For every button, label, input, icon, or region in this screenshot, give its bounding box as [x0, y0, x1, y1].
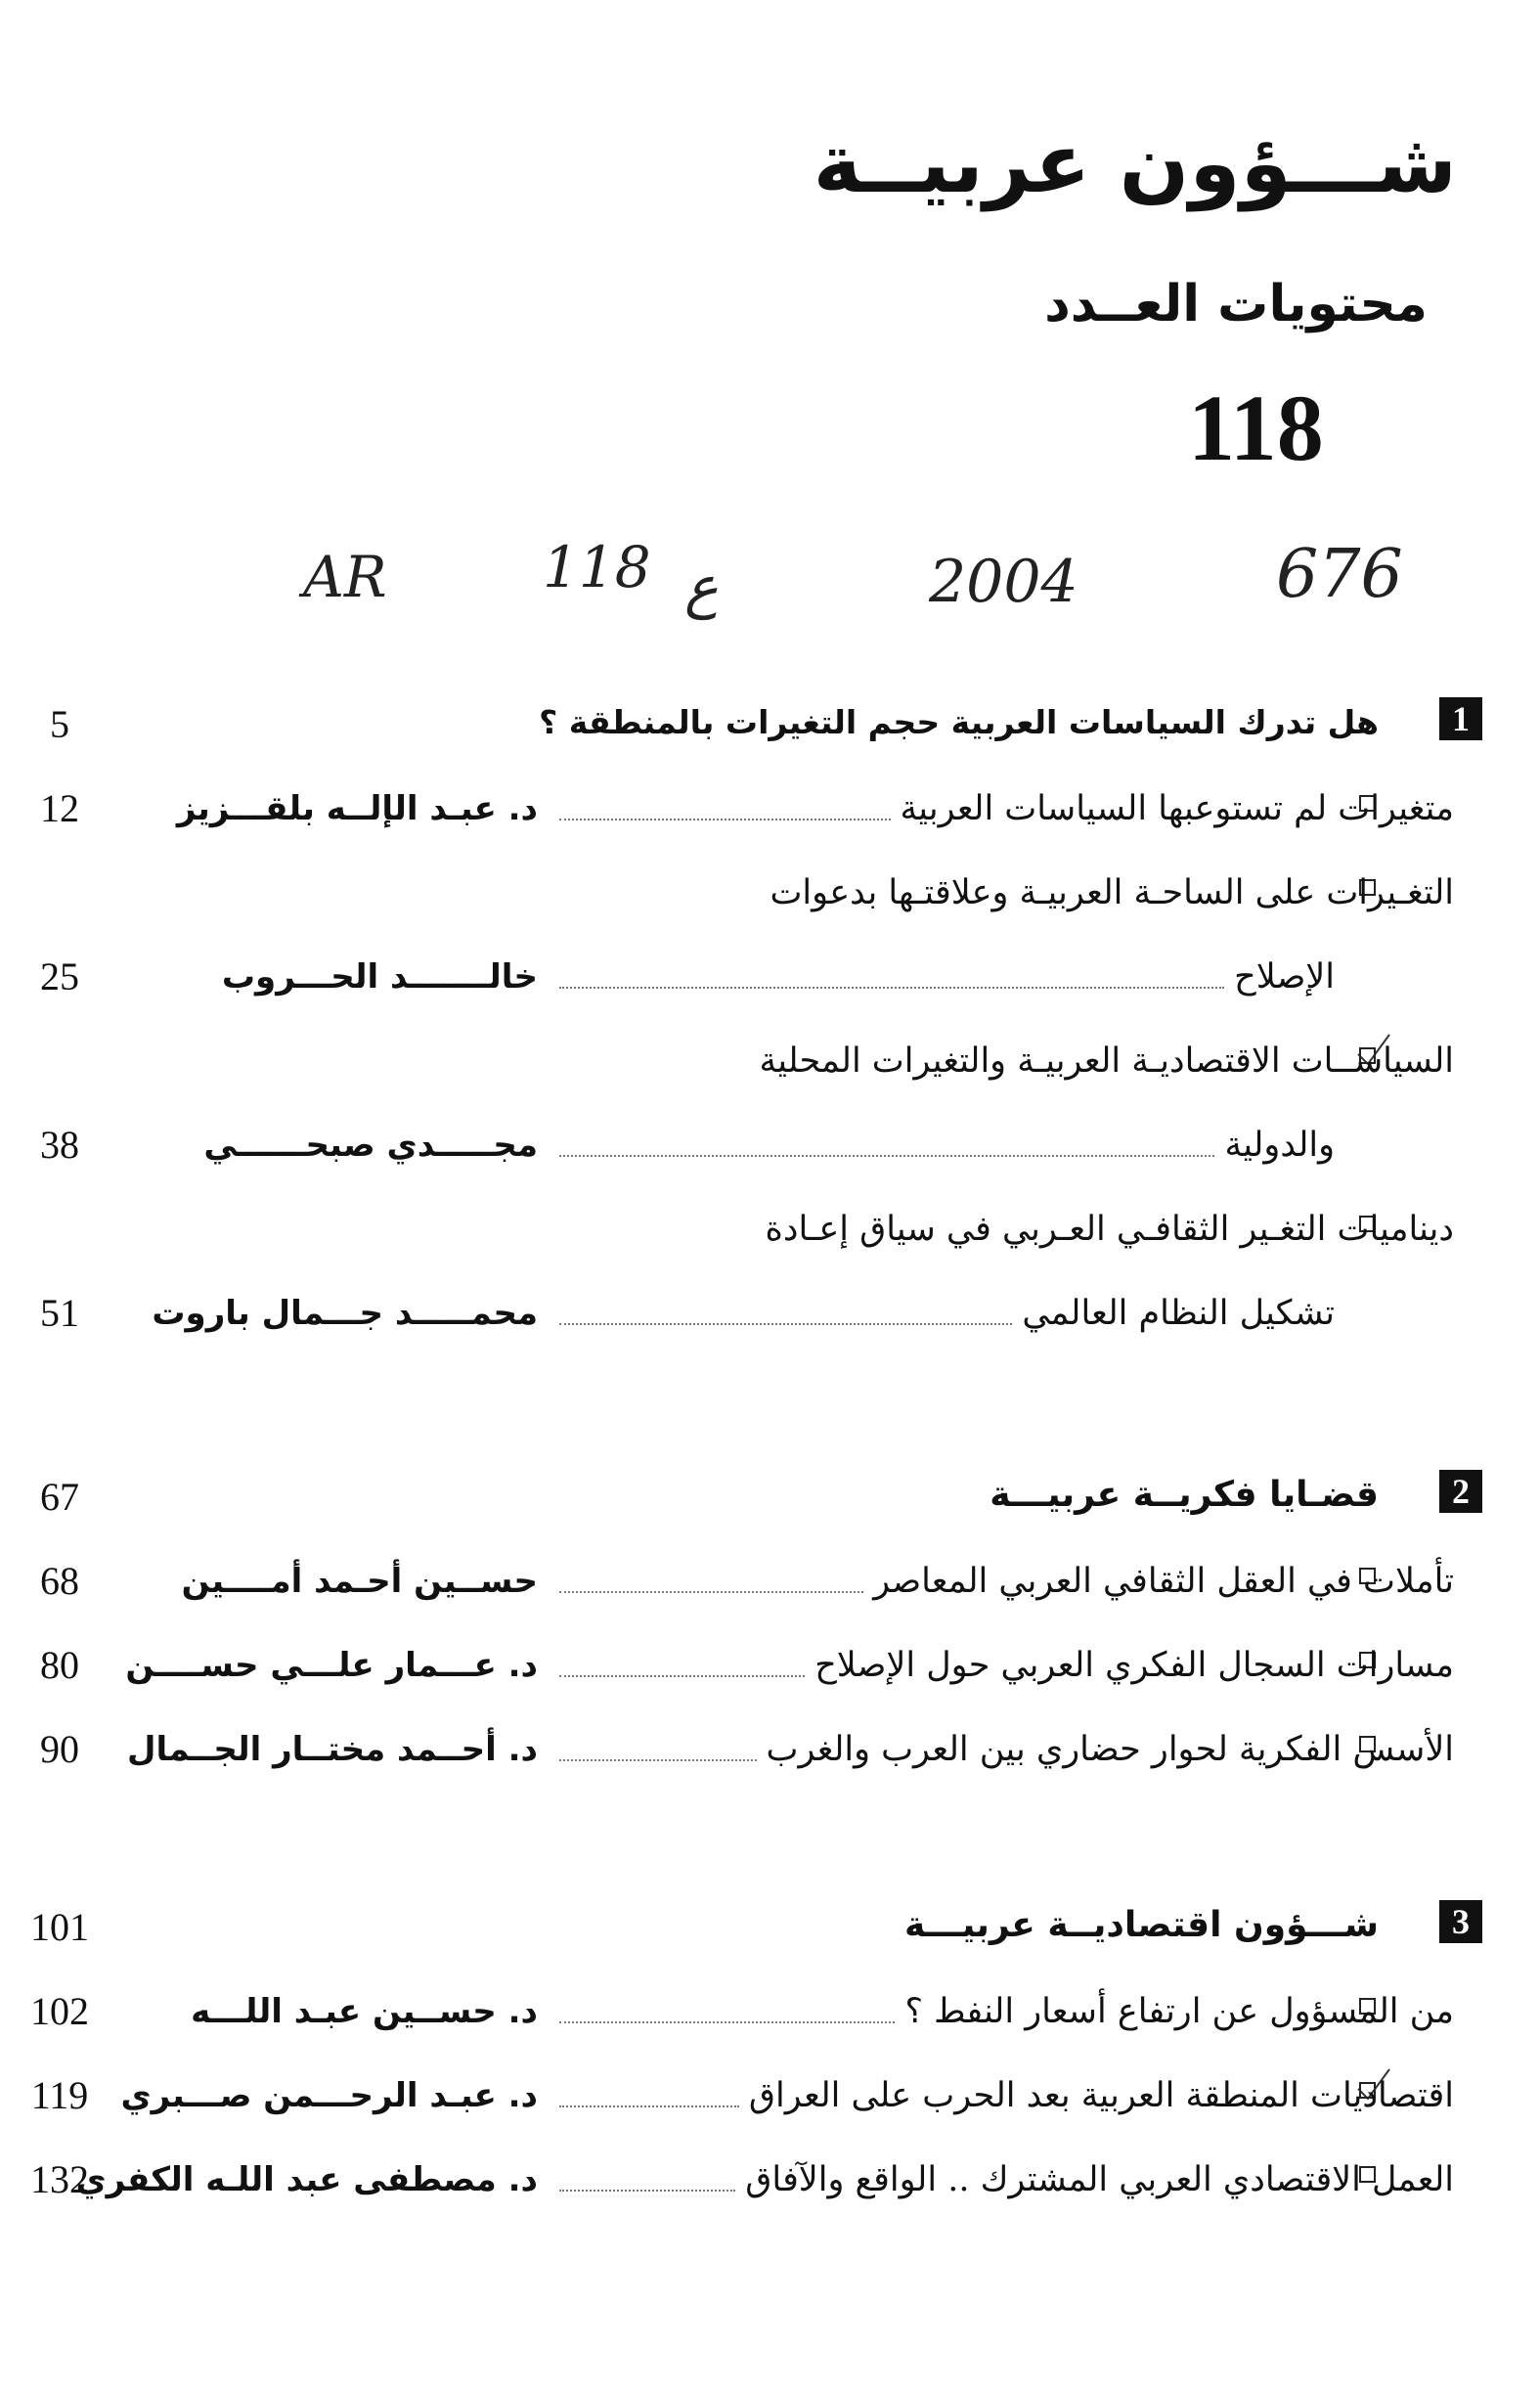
article-author: د. حســين عبـد اللـــه — [191, 1992, 538, 2031]
section-heading — [0, 1892, 1540, 1961]
article-page-number: 80 — [40, 1643, 79, 1687]
toc-entry-row — [0, 774, 1540, 842]
article-author: د. مصطفى عبد اللـه الكفري — [75, 2160, 538, 2199]
article-title: الإصلاح — [1234, 957, 1335, 997]
article-page-number: 12 — [40, 786, 79, 830]
section-number-badge: 1 — [1439, 697, 1482, 740]
section-page-number: 67 — [40, 1475, 79, 1519]
section-title: قضـايا فكريــة عربيـــة — [990, 1475, 1379, 1515]
toc-entry-row — [0, 1714, 1540, 1783]
handwritten-notes — [0, 0, 1540, 665]
section-number-badge: 2 — [1439, 1470, 1482, 1513]
section-page-number: 101 — [30, 1905, 89, 1949]
section-page-number: 5 — [50, 702, 69, 746]
article-author: د. عبـد الرحـــمن صـــبري — [120, 2076, 538, 2115]
article-title: اقتصاديات المنطقة العربية بعد الحرب على العراق — [748, 2076, 1454, 2115]
toc-entry-row — [0, 1194, 1540, 1263]
handwritten-note: AR — [303, 544, 387, 610]
section-heading — [0, 1462, 1540, 1530]
journal-title: شـــؤون عربيــة — [813, 115, 1457, 211]
dotted-leader — [559, 987, 1224, 989]
article-page-number: 51 — [40, 1291, 79, 1335]
dotted-leader — [559, 2105, 739, 2107]
toc-entry-row — [0, 858, 1540, 926]
article-page-number: 119 — [30, 2073, 89, 2117]
section-heading — [0, 689, 1540, 758]
article-title: تشكيل النظام العالمي — [1022, 1294, 1335, 1333]
article-author: مجـــــدي صبحــــــي — [203, 1126, 538, 1165]
article-title: التغـيرات على الساحـة العربيـة وعلاقتـها بدعوات — [770, 873, 1454, 912]
toc-entry-row — [0, 1110, 1540, 1178]
article-title: متغيرات لم تستوعبها السياسات العربية — [900, 789, 1454, 828]
article-page-number: 132 — [30, 2157, 89, 2201]
article-author: محمـــــد جـــمال باروت — [152, 1294, 538, 1333]
handwritten-note: 118 — [543, 534, 651, 600]
toc-entry-row — [0, 1976, 1540, 2045]
article-page-number: 25 — [40, 954, 79, 998]
article-title: مسارات السجال الفكري العربي حول الإصلاح — [814, 1646, 1454, 1685]
article-title: تأملات في العقل الثقافي العربي المعاصر — [873, 1562, 1454, 1601]
section-number-badge: 3 — [1439, 1900, 1482, 1943]
section-title: شـــؤون اقتصاديــة عربيـــة — [903, 1905, 1379, 1945]
article-title: والدولية — [1224, 1126, 1335, 1165]
section-title: هل تدرك السياسات العربية حجم التغيرات بالمنطقة ؟ — [539, 703, 1379, 741]
article-author: د. عـــمار علـــي حســــن — [125, 1646, 538, 1685]
dotted-leader — [559, 1323, 1012, 1325]
article-page-number: 102 — [30, 1989, 89, 2033]
article-title: العمل الاقتصادي العربي المشترك .. الواقع والآفاق — [745, 2160, 1454, 2199]
article-author: خالـــــــد الحـــروب — [221, 957, 538, 997]
toc-entry-row — [0, 2061, 1540, 2129]
dotted-leader — [559, 1675, 805, 1677]
article-page-number: 90 — [40, 1727, 79, 1771]
dotted-leader — [559, 819, 891, 820]
article-page-number: 68 — [40, 1559, 79, 1603]
contents-title: محتويات العــدد — [1044, 275, 1428, 333]
article-author: حســين أحـمد أمــــين — [181, 1562, 538, 1601]
article-author: د. عبـد الإلــه بلقـــزيز — [176, 789, 538, 828]
toc-entry-row — [0, 1630, 1540, 1699]
dotted-leader — [559, 1155, 1214, 1157]
handwritten-note: ع — [684, 554, 719, 620]
dotted-leader — [559, 2190, 735, 2192]
article-page-number: 38 — [40, 1123, 79, 1167]
toc-entry-row — [0, 2145, 1540, 2213]
toc-entry-row — [0, 1546, 1540, 1615]
dotted-leader — [559, 1591, 863, 1593]
toc-entry-row — [0, 1026, 1540, 1094]
article-title: ديناميات التغـير الثقافـي العـربي في سياق إعـادة — [765, 1210, 1454, 1249]
dotted-leader — [559, 1759, 757, 1761]
article-title: من المسؤول عن ارتفاع أسعار النفط ؟ — [904, 1992, 1454, 2031]
toc-entry-row — [0, 942, 1540, 1010]
dotted-leader — [559, 2021, 895, 2023]
article-author: د. أحــمد مختــار الجــمال — [127, 1730, 538, 1769]
article-title: الأسس الفكرية لحوار حضاري بين العرب والغرب — [766, 1730, 1454, 1769]
toc-entry-row — [0, 1278, 1540, 1347]
handwritten-note: 676 — [1276, 536, 1403, 613]
article-title: السياســات الاقتصاديـة العربيـة والتغيرات المحلية — [759, 1041, 1454, 1081]
issue-number: 118 — [1188, 376, 1324, 480]
handwritten-note: 2004 — [929, 548, 1078, 616]
